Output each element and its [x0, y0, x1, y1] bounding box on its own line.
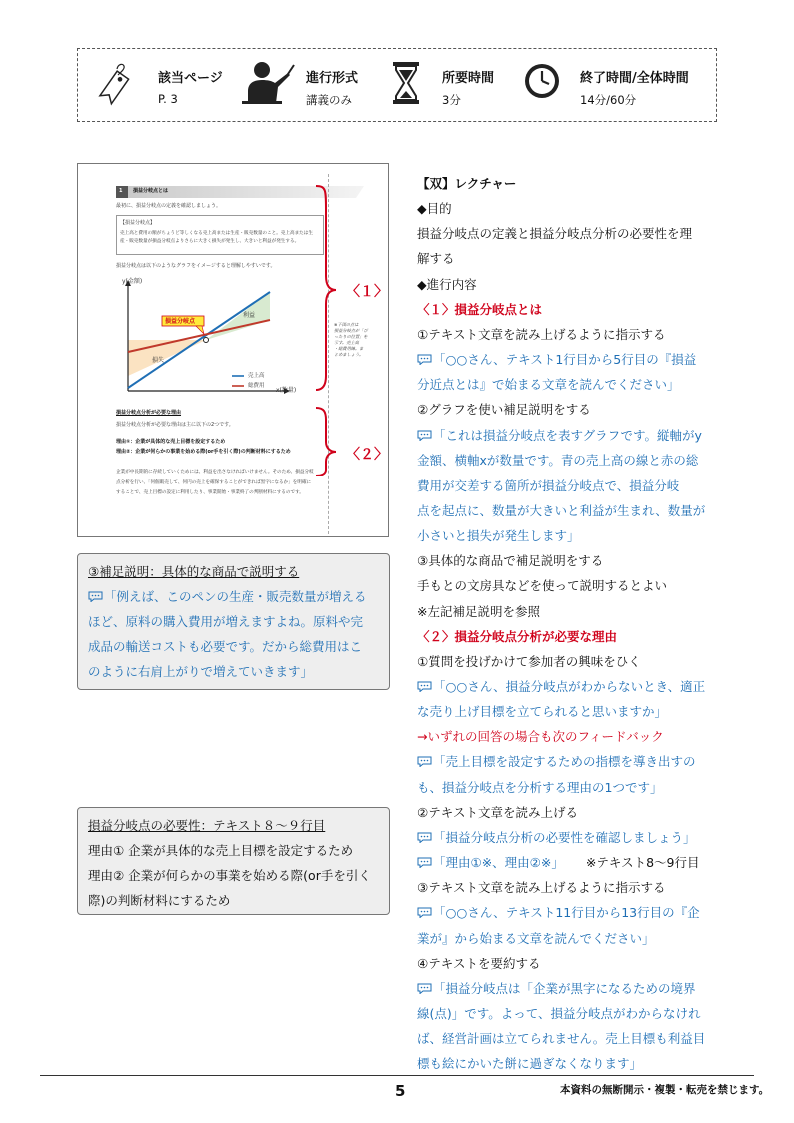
- brace-2: [316, 408, 336, 476]
- script-line: [417, 728, 664, 746]
- supplement-note-title: ③補足説明：具体的な商品で説明する: [88, 564, 300, 579]
- chart-loss-label: 損失: [152, 357, 165, 364]
- brace-label-2: 〈２〉: [346, 447, 388, 463]
- break-even-point: [204, 338, 209, 343]
- script-line-text: 「損益分岐点は「企業が黒字になるための境界: [433, 980, 696, 996]
- side-note-line: ※下図の点は: [334, 322, 359, 327]
- speech-bubble-icon: [417, 832, 432, 843]
- side-note-line: 示す。売上高: [334, 340, 359, 345]
- side-note-line: とめましょう。: [334, 352, 364, 357]
- script-line-text: 「理由①※、理由②※」: [433, 855, 564, 871]
- page-value: P. 3: [158, 92, 178, 106]
- script-line-text: 〈１〉損益分岐点とは: [417, 301, 543, 317]
- script-line-text: ば、経営計画は立てられません。売上目標も利益目: [417, 1031, 706, 1047]
- script-line: [417, 779, 662, 797]
- thumb-section2-lead: 損益分岐点分析が必要な理由は主に以下の2つです。: [116, 422, 234, 428]
- info-duration: [386, 49, 516, 121]
- supplement-note-text: 「例えば、このペンの生産・販売数量が増える: [104, 589, 367, 604]
- script-line: [417, 527, 580, 545]
- speech-bubble-icon: [417, 907, 432, 918]
- chart-legend-sales: 売上高: [248, 373, 265, 379]
- script-line: [417, 301, 542, 319]
- thumb-def-title: 【損益分岐点】: [120, 220, 156, 226]
- script-line-text: 「損益分岐点分析の必要性を確認しましょう」: [433, 829, 696, 845]
- script-line-text: 金額、横軸xが数量です。青の売上高の線と赤の総: [417, 452, 699, 468]
- thumb-body3: することで、売上目標の設定に利用したり、事業開始・事業終了の判断材料にするのです。: [116, 490, 304, 495]
- script-line-text: ③テキスト文章を読み上げるように指示する: [417, 880, 666, 896]
- script-line: [417, 577, 667, 595]
- script-line: [417, 250, 455, 268]
- necessity-note-line: 理由① 企業が具体的な売上目標を設定するため: [88, 843, 354, 858]
- bookmark-tag-icon: [96, 63, 136, 107]
- script-line-text: →いずれの回答の場合も次のフィードバック: [417, 729, 664, 745]
- script-line: [417, 804, 578, 822]
- supplement-note-box: [77, 553, 390, 690]
- chart-bep-label: 損益分岐点: [165, 318, 196, 325]
- necessity-note-title: 損益分岐点の必要性：テキスト８～９行目: [88, 818, 326, 833]
- script-line: [417, 401, 591, 419]
- script-line-reference: ※テキスト8～9行目: [585, 855, 700, 871]
- script-line: [417, 326, 665, 344]
- script-line-text: ①質問を投げかけて参加者の興味をひく: [417, 653, 641, 669]
- script-line: [417, 502, 705, 520]
- thumb-def-line2: 産・販売数量が損益分岐点よりさらに大きく損失が発生し、大きいと利益が発生する。: [120, 239, 300, 244]
- script-line-text: ◆進行内容: [417, 276, 477, 292]
- script-line: [417, 955, 540, 973]
- thumb-reason1: 理由①：企業が具体的な売上目標を設定するため: [116, 439, 226, 445]
- thumb-intro: 最初に、損益分岐点の定義を確認しましょう。: [116, 203, 222, 209]
- script-line: [417, 753, 696, 771]
- script-line-text: 分近点とは』で始まる文章を読んでください」: [417, 377, 680, 393]
- speech-bubble-icon: [417, 756, 432, 767]
- script-line-text: 手もとの文房具などを使って説明するとよい: [417, 578, 668, 594]
- side-note-line: 損益分岐点が「ぴ: [334, 328, 368, 333]
- script-line: [417, 879, 665, 897]
- script-line-text: 業が』から始まる文章を読んでください」: [417, 930, 655, 946]
- script-line: [417, 1055, 642, 1073]
- speech-bubble-icon: [88, 591, 103, 602]
- hourglass-icon: [392, 61, 420, 105]
- chart-x-label: x(数量): [276, 387, 297, 394]
- script-line: [417, 276, 477, 294]
- speech-bubble-icon: [417, 354, 432, 365]
- script-line: [417, 200, 452, 218]
- script-line: [417, 376, 680, 394]
- script-line: [417, 1005, 701, 1023]
- speech-bubble-icon: [417, 430, 432, 441]
- script-line: [417, 452, 698, 470]
- script-line: [417, 351, 696, 369]
- script-line: [417, 1030, 705, 1048]
- loss-region: [128, 340, 206, 376]
- side-note-line: ったりの位置」を: [334, 334, 368, 339]
- chart-profit-label: 利益: [243, 312, 256, 319]
- end-time-value: 14分/60分: [580, 93, 637, 107]
- script-line-text: も、損益分岐点を分析する理由の1つです」: [417, 779, 663, 795]
- script-line: [417, 477, 679, 495]
- thumb-reason2: 理由②：企業が何らかの事業を始める際(or手を引く際)の判断材料にするため: [116, 449, 291, 455]
- footer-rule: [40, 1075, 754, 1076]
- end-time-label: 終了時間/全体時間: [580, 71, 689, 86]
- script-line-text: ◆目的: [417, 201, 452, 217]
- script-line: [417, 678, 705, 696]
- format-label: 進行形式: [306, 71, 359, 86]
- supplement-note-line: [88, 584, 379, 609]
- script-line-text: 小さいと損失が発生します」: [417, 528, 580, 544]
- script-line-text: 「売上目標を設定するための指標を導き出すの: [433, 754, 696, 770]
- necessity-note-box: [77, 807, 390, 915]
- brace-label-1: 〈１〉: [346, 284, 388, 300]
- format-value: 講義のみ: [306, 93, 352, 107]
- speech-bubble-icon: [417, 983, 432, 994]
- script-line: [417, 225, 692, 243]
- thumb-section-title: 損益分岐点とは: [133, 188, 169, 194]
- script-line: [417, 628, 617, 646]
- side-note-line: ・総費用線。ま: [334, 346, 364, 351]
- speech-bubble-icon: [417, 681, 432, 692]
- necessity-note-line: 際)の判断材料にするため: [88, 893, 231, 908]
- brace-1: [316, 186, 336, 390]
- info-format: [240, 49, 380, 121]
- thumb-def-line1: 売上高と費用の額がちょうど等しくなる売上高または生産・販売数量のこと。売上高または生: [120, 231, 313, 236]
- page-label: 該当ページ: [158, 71, 223, 86]
- speech-bubble-icon: [417, 857, 432, 868]
- thumb-section2-title: 損益分岐点分析が必要な理由: [116, 410, 182, 416]
- script-line: [417, 854, 700, 872]
- script-line-text: 〈２〉損益分岐点分析が必要な理由: [417, 628, 618, 644]
- script-line-text: 点を起点に、数量が大きいと利益が生まれ、数量が: [417, 502, 706, 518]
- script-line: [417, 703, 667, 721]
- script-line: [417, 930, 655, 948]
- script-line-text: 線(点)」です。よって、損益分岐点がわからなけれ: [417, 1005, 701, 1021]
- script-line-text: ②グラフを使い補足説明をする: [417, 402, 591, 418]
- script-line: [417, 829, 696, 847]
- supplement-note-line: 成品の輸送コストも必要です。だから総費用はこ: [88, 639, 363, 654]
- script-line: [417, 552, 603, 570]
- script-line-text: な売り上げ目標を立てられると思いますか」: [417, 704, 668, 720]
- info-end-time: [524, 49, 714, 121]
- script-line-text: 「○○さん、損益分岐点がわからないとき、適正: [433, 679, 706, 694]
- clock-icon: [524, 63, 560, 99]
- script-line: [417, 980, 696, 998]
- script-line-text: 「○○さん、テキスト1行目から5行目の『損益: [433, 352, 697, 368]
- script-line-text: ④テキストを要約する: [417, 955, 541, 971]
- script-line-text: 「○○さん、テキスト11行目から13行目の『企: [433, 905, 700, 921]
- supplement-note-line: ほど、原料の購入費用が増えますよね。原料や完: [88, 614, 364, 629]
- duration-label: 所要時間: [442, 71, 495, 86]
- info-page: [96, 49, 236, 121]
- script-line-text: ③具体的な商品で補足説明をする: [417, 553, 604, 569]
- script-line-text: 標も絵にかいた餅に過ぎなくなります」: [417, 1056, 643, 1072]
- chart-y-label: y(金額): [122, 278, 143, 285]
- session-info-box: [77, 48, 717, 122]
- chart-legend-cost: 総費用: [248, 383, 265, 389]
- script-line-text: 解する: [417, 251, 455, 267]
- thumb-body2: 点分析を行い、「何個販売して、何円の売上を確保することができれば黒字になるか」を明確に: [116, 480, 312, 485]
- script-line-text: ※左記補足説明を参照: [417, 603, 540, 619]
- script-line-text: 「これは損益分岐点を表すグラフです。縦軸がy: [433, 427, 702, 443]
- thumb-graph-lead: 損益分岐点は以下のようなグラフをイメージすると理解しやすいです。: [116, 263, 276, 269]
- script-line: [417, 427, 702, 445]
- section-braces: [312, 180, 352, 476]
- page-number: 5: [395, 1082, 406, 1100]
- bep-callout-pointer: [196, 326, 204, 334]
- script-line-text: ①テキスト文章を読み上げるように指示する: [417, 326, 666, 342]
- script-line: [417, 603, 540, 621]
- script-line-text: 損益分岐点の定義と損益分岐点分析の必要性を理: [417, 226, 693, 242]
- thumb-body1: 企業が中長期的に存続していくためには、利益を出さなければいけません。そのため、損益分岐: [116, 470, 314, 475]
- script-line: [417, 175, 516, 193]
- duration-value: 3分: [442, 93, 461, 107]
- supplement-note-line: のように右肩上がりで増えていきます」: [88, 664, 314, 679]
- script-line: [417, 653, 641, 671]
- thumb-section-number: 1: [119, 188, 123, 194]
- script-line-text: 費用が交差する箇所が損益分岐点で、損益分岐: [417, 477, 680, 493]
- break-even-chart: [116, 276, 341, 398]
- script-line-text: ②テキスト文章を読み上げる: [417, 804, 578, 820]
- script-line: [417, 904, 700, 922]
- necessity-note-line: 理由② 企業が何らかの事業を始める際(or手を引く: [88, 868, 371, 883]
- copyright-notice: 本資料の無断開示・複製・転売を禁じます。: [560, 1084, 770, 1096]
- script-line-text: 【双】レクチャー: [417, 176, 517, 191]
- lecturer-icon: [242, 61, 298, 107]
